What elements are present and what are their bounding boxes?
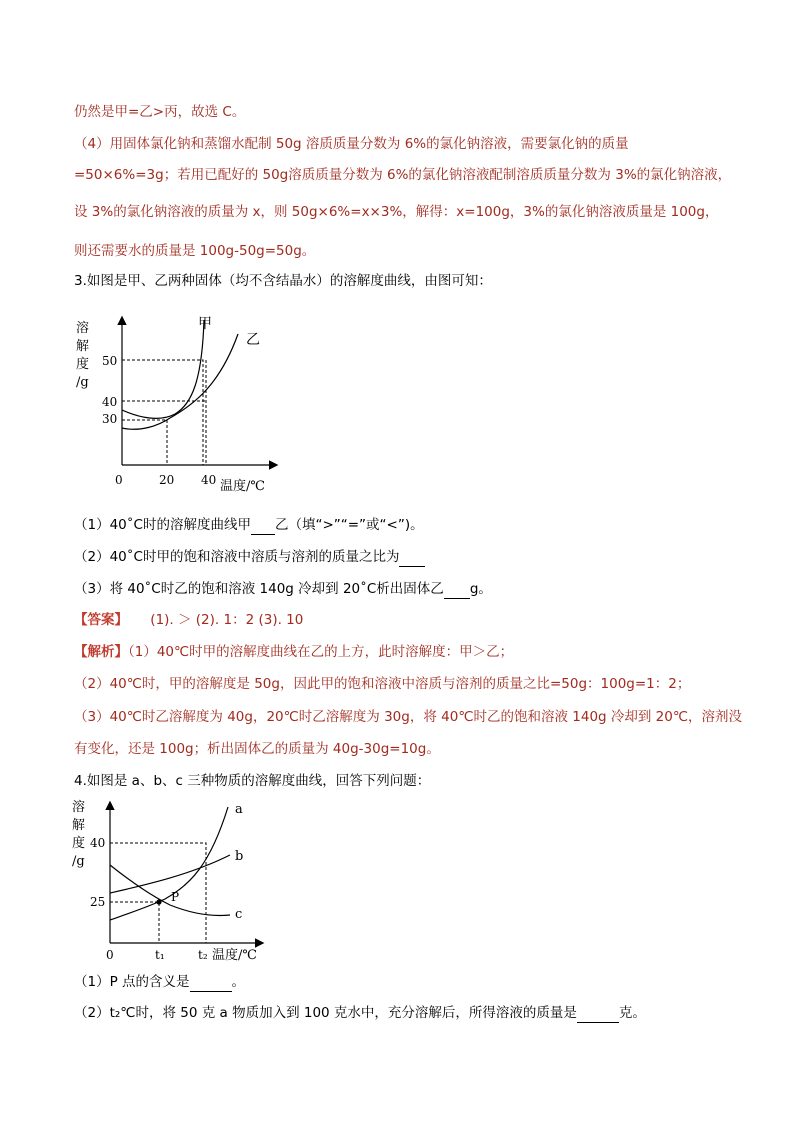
q4-sub2: （2）t₂℃时，将 50 克 a 物质加入到 100 克水中，充分溶解后，所得溶液的质量是 克。 (74, 1005, 646, 1021)
curve-yi-label: 乙 (246, 332, 260, 348)
solution-line-1: 仍然是甲=乙>丙，故选 C。 (74, 104, 246, 120)
q3-analysis-1: 【解析】（1）40℃时甲的溶解度曲线在乙的上方，此时溶解度：甲＞乙； (74, 644, 514, 660)
guide-40 (110, 843, 206, 943)
guide-50 (122, 360, 203, 465)
curve-a-label: a (235, 802, 243, 817)
y-label-2: 解 (72, 818, 86, 833)
solution-line-3: =50×6%=3g；若用已配好的 50g溶质质量分数为 6%的氯化钠溶液配制溶质质量分数为 3%的氯化钠溶液， (74, 167, 732, 183)
guide-25 (110, 902, 159, 943)
answer-text: (1). ＞ (2). 1：2 (3). 10 (150, 612, 304, 628)
q3-stem: 3.如图是甲、乙两种固体（均不含结晶水）的溶解度曲线，由图可知： (74, 273, 492, 289)
q4-stem: 4.如图是 a、b、c 三种物质的溶解度曲线，回答下列问题： (74, 773, 431, 789)
y-label-4: /g (76, 375, 89, 390)
analysis-tag: 【解析】 (74, 644, 128, 660)
q4-sub1-blank[interactable] (190, 973, 232, 992)
q3-sub3-blank[interactable] (444, 580, 470, 599)
y-label-1: 溶 (72, 800, 86, 815)
y-label-4: /g (72, 854, 85, 869)
x-label: 温度/℃ (220, 479, 265, 494)
q4-sub1: （1）P 点的含义是 。 (74, 974, 246, 990)
q3-sub2: （2）40˚C时甲的饱和溶液中溶质与溶剂的质量之比为 (74, 548, 425, 567)
q3-analysis-2: （2）40℃时，甲的溶解度是 50g，因此甲的饱和溶液中溶质与溶剂的质量之比=50g：100g=1：2； (74, 676, 691, 692)
x-tick-t2: t₂ (198, 948, 208, 962)
q3-sub3: （3）将 40˚C时乙的饱和溶液 140g 冷却到 20˚C析出固体乙 g。 (74, 581, 492, 597)
y-label-2: 解 (76, 339, 90, 354)
point-p-label: P (171, 890, 180, 904)
solubility-chart-1 (70, 310, 290, 500)
curve-yi (122, 334, 238, 429)
x-tick-t1: t₁ (155, 948, 165, 962)
solution-line-2: （4）用固体氯化钠和蒸馏水配制 50g 溶质质量分数为 6%的氯化钠溶液，需要氯化钠的质量 (74, 136, 629, 152)
x-tick-40: 40 (201, 473, 217, 487)
y-label-3: 度 (76, 357, 90, 372)
solution-line-4: 设 3%的氯化钠溶液的质量为 x，则 50g×6%=x×3%，解得：x=100g，3%的氯化钠溶液质量是 100g， (74, 204, 719, 220)
q4-sub2-blank[interactable] (577, 1004, 619, 1023)
curve-b-label: b (235, 849, 244, 864)
y-tick-40: 40 (90, 836, 106, 850)
y-tick-25: 25 (90, 895, 106, 909)
q3-answer (74, 611, 303, 629)
guide-30 (122, 420, 167, 465)
y-label-3: 度 (72, 836, 86, 851)
y-tick-40: 40 (102, 395, 118, 409)
y-tick-50: 50 (102, 354, 118, 368)
q3-sub1-blank[interactable] (251, 516, 275, 535)
x-tick-20: 20 (159, 473, 175, 487)
point-p (156, 899, 161, 904)
curve-jia-label: 甲 (198, 316, 212, 332)
curve-c-label: c (235, 907, 243, 922)
answer-tag: 【答案】 (74, 612, 128, 628)
x-tick-0: 0 (115, 473, 123, 487)
curve-b (110, 855, 230, 893)
q3-analysis-3: （3）40℃时乙溶解度为 40g，20℃时乙溶解度为 30g，将 40℃时乙的饱和溶液 140g 冷却到 20℃，溶剂没 (74, 709, 743, 725)
y-label-1: 溶 (76, 321, 90, 336)
solution-line-5: 则还需要水的质量是 100g-50g=50g。 (74, 243, 316, 259)
y-tick-30: 30 (102, 412, 118, 426)
curve-c (110, 865, 230, 916)
x-label: 温度/℃ (212, 948, 257, 963)
q3-sub2-blank[interactable] (399, 548, 425, 567)
solubility-chart-2 (70, 795, 280, 970)
q3-analysis-4: 有变化，还是 100g；析出固体乙的质量为 40g-30g=10g。 (74, 741, 440, 757)
x-tick-0: 0 (106, 948, 114, 962)
q3-sub1: （1）40˚C时的溶解度曲线甲 乙（填“>”“=”或“<”)。 (74, 517, 424, 533)
